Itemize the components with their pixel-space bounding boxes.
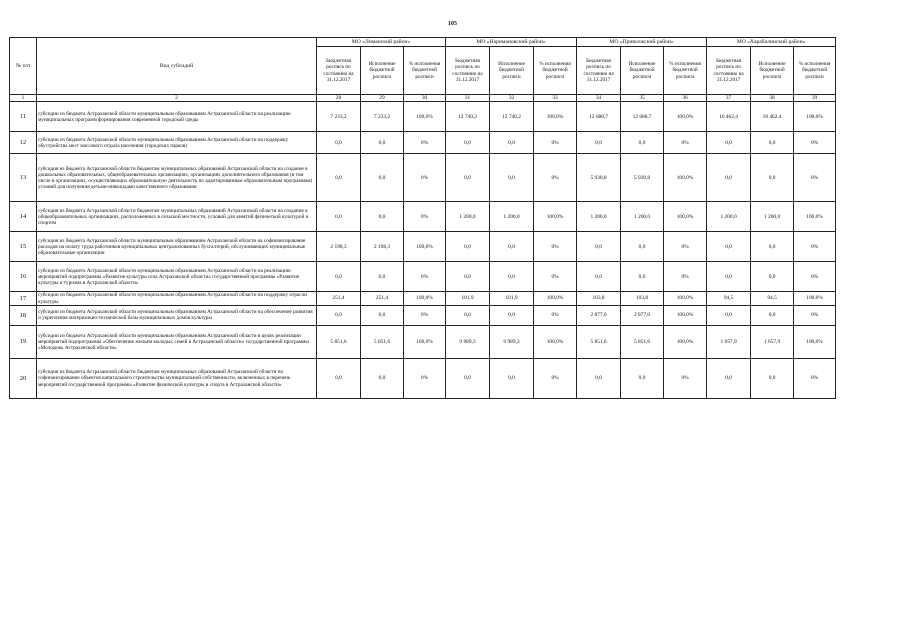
header-execution: Исполнение бюджетной росписи bbox=[621, 47, 664, 95]
header-district-limansky: МО «Лиманский район» bbox=[317, 38, 446, 47]
execution-percent-value: 100,0% bbox=[534, 202, 577, 232]
row-number: 15 bbox=[10, 232, 37, 262]
column-number: 36 bbox=[664, 95, 707, 102]
subsidy-description: субсидии из бюджета Астраханской области муниципальным образованиям Астраханской области на реализацию муниципальных программ формирования современной городской среды bbox=[37, 102, 317, 132]
execution-value: 5 930,8 bbox=[621, 154, 664, 202]
header-execution: Исполнение бюджетной росписи bbox=[361, 47, 404, 95]
budget-plan-value: 10 462,4 bbox=[707, 102, 751, 132]
budget-plan-value: 0,0 bbox=[317, 305, 361, 325]
header-execution-percent: % исполнения бюджетной росписи bbox=[534, 47, 577, 95]
execution-percent-value: 100,0% bbox=[664, 102, 707, 132]
execution-percent-value: 100,0% bbox=[664, 305, 707, 325]
budget-plan-value: 0,0 bbox=[577, 262, 621, 292]
column-number: 1 bbox=[10, 95, 37, 102]
subsidy-description: субсидия из бюджета Астраханской области бюджетам муниципальных образований Астраханской области на создание в дошкольных образовательных, общеобразовательных организациях, организациях дополнительного образования (в том числе в организациях, осуществляющих образовательную деятельность по адаптированным образовательным программам) условий для получения детьми-инвалидами качественного образования bbox=[37, 154, 317, 202]
execution-percent-value: 0% bbox=[404, 202, 446, 232]
execution-percent-value: 0% bbox=[534, 132, 577, 154]
execution-value: 12 688,7 bbox=[621, 102, 664, 132]
execution-value: 0,0 bbox=[751, 262, 794, 292]
header-subsidy-type: Вид субсидий bbox=[37, 38, 317, 95]
budget-plan-value: 251,4 bbox=[317, 292, 361, 305]
subsidy-description: субсидии из бюджета Астраханской области муниципальным образованиям Астраханской области на поддержку отрасли культуры bbox=[37, 292, 317, 305]
execution-percent-value: 0% bbox=[404, 305, 446, 325]
execution-value: 0,0 bbox=[490, 358, 534, 398]
execution-percent-value: 0% bbox=[794, 154, 836, 202]
execution-percent-value: 100,0% bbox=[664, 292, 707, 305]
column-number: 39 bbox=[794, 95, 836, 102]
header-budget-plan: Бюджетная роспись по состоянию на 31.12.2017 bbox=[317, 47, 361, 95]
execution-percent-value: 100,0% bbox=[794, 102, 836, 132]
execution-value: 5 851,6 bbox=[621, 325, 664, 358]
row-number: 13 bbox=[10, 154, 37, 202]
execution-value: 2 877,0 bbox=[621, 305, 664, 325]
budget-plan-value: 9 989,3 bbox=[446, 325, 490, 358]
table-row bbox=[10, 132, 836, 154]
budget-plan-value: 1 200,0 bbox=[707, 202, 751, 232]
execution-value: 0,0 bbox=[621, 132, 664, 154]
row-number: 11 bbox=[10, 102, 37, 132]
row-number: 17 bbox=[10, 292, 37, 305]
execution-value: 0,0 bbox=[490, 305, 534, 325]
execution-percent-value: 100,0% bbox=[794, 292, 836, 305]
execution-value: 0,0 bbox=[361, 202, 404, 232]
header-district-kharabalinsky: МО «Харабалинский район» bbox=[707, 38, 836, 47]
execution-percent-value: 100,0% bbox=[664, 202, 707, 232]
execution-percent-value: 100,0% bbox=[404, 232, 446, 262]
budget-plan-value: 94,5 bbox=[707, 292, 751, 305]
execution-value: 251,4 bbox=[361, 292, 404, 305]
column-number: 29 bbox=[361, 95, 404, 102]
execution-value: 0,0 bbox=[361, 132, 404, 154]
execution-percent-value: 100,0% bbox=[534, 325, 577, 358]
page-number: 105 bbox=[448, 21, 457, 27]
budget-plan-value: 5 851,6 bbox=[577, 325, 621, 358]
table-row bbox=[10, 305, 836, 325]
budget-plan-value: 2 198,3 bbox=[317, 232, 361, 262]
execution-percent-value: 0% bbox=[664, 262, 707, 292]
execution-percent-value: 0% bbox=[794, 132, 836, 154]
budget-plan-value: 0,0 bbox=[317, 202, 361, 232]
budget-plan-value: 0,0 bbox=[446, 358, 490, 398]
header-execution: Исполнение бюджетной росписи bbox=[490, 47, 534, 95]
budget-plan-value: 0,0 bbox=[707, 358, 751, 398]
header-execution-percent: % исполнения бюджетной росписи bbox=[794, 47, 836, 95]
execution-value: 0,0 bbox=[621, 262, 664, 292]
row-number: 18 bbox=[10, 305, 37, 325]
execution-percent-value: 0% bbox=[404, 358, 446, 398]
execution-value: 0,0 bbox=[751, 154, 794, 202]
column-number: 30 bbox=[404, 95, 446, 102]
subsidy-description: субсидии из бюджета Астраханской области муниципальным образованиям Астраханской области на реализацию мероприятий подпрограммы «Развитие культуры села Астраханской области» государственной программы «Развитие культуры и туризма в Астраханской области» bbox=[37, 262, 317, 292]
execution-value: 9 989,3 bbox=[490, 325, 534, 358]
subsidy-description: субсидии из бюджета Астраханской области муниципальным образованиям Астраханской области на поддержку обустройства мест массового отдыха населения (городских парков) bbox=[37, 132, 317, 154]
budget-plan-value: 0,0 bbox=[446, 154, 490, 202]
execution-percent-value: 0% bbox=[664, 232, 707, 262]
budget-plan-value: 0,0 bbox=[317, 358, 361, 398]
budget-plan-value: 0,0 bbox=[707, 232, 751, 262]
execution-percent-value: 0% bbox=[534, 358, 577, 398]
budget-plan-value: 0,0 bbox=[446, 262, 490, 292]
column-number: 31 bbox=[446, 95, 490, 102]
table-row bbox=[10, 202, 836, 232]
execution-value: 0,0 bbox=[751, 358, 794, 398]
execution-value: 0,0 bbox=[751, 232, 794, 262]
execution-value: 1 200,0 bbox=[490, 202, 534, 232]
column-number: 38 bbox=[751, 95, 794, 102]
subsidy-description: субсидия из бюджета Астраханской области бюджетам муниципальных образований Астраханской области на софинансирование объектов капитального строительства муниципальной собственности, включенных в перечень мероприятий государственной программы «Развитие физической культуры и спорта в Астраханской области» bbox=[37, 358, 317, 398]
execution-value: 0,0 bbox=[361, 154, 404, 202]
execution-percent-value: 0% bbox=[664, 358, 707, 398]
execution-value: 103,8 bbox=[621, 292, 664, 305]
table-row bbox=[10, 262, 836, 292]
budget-plan-value: 7 233,2 bbox=[317, 102, 361, 132]
row-number: 19 bbox=[10, 325, 37, 358]
subsidies-table bbox=[9, 37, 836, 399]
execution-percent-value: 100,0% bbox=[794, 202, 836, 232]
budget-plan-value: 0,0 bbox=[317, 154, 361, 202]
execution-value: 0,0 bbox=[490, 262, 534, 292]
budget-plan-value: 1 657,9 bbox=[707, 325, 751, 358]
budget-plan-value: 0,0 bbox=[577, 232, 621, 262]
execution-value: 0,0 bbox=[621, 232, 664, 262]
table-row bbox=[10, 232, 836, 262]
budget-plan-value: 0,0 bbox=[707, 262, 751, 292]
budget-plan-value: 0,0 bbox=[707, 305, 751, 325]
row-number: 14 bbox=[10, 202, 37, 232]
header-execution: Исполнение бюджетной росписи bbox=[751, 47, 794, 95]
budget-plan-value: 5 930,8 bbox=[577, 154, 621, 202]
execution-percent-value: 0% bbox=[404, 262, 446, 292]
execution-percent-value: 100,0% bbox=[664, 154, 707, 202]
budget-plan-value: 0,0 bbox=[446, 232, 490, 262]
table-row bbox=[10, 358, 836, 398]
budget-plan-value: 1 200,0 bbox=[577, 202, 621, 232]
budget-plan-value: 0,0 bbox=[446, 132, 490, 154]
budget-plan-value: 0,0 bbox=[707, 154, 751, 202]
header-budget-plan: Бюджетная роспись по состоянию на 31.12.2017 bbox=[707, 47, 751, 95]
execution-percent-value: 0% bbox=[794, 305, 836, 325]
subsidy-description: субсидии из бюджета Астраханской области муниципальным образованиям Астраханской области в целях реализации мероприятий подпрограммы «Обеспечение жильем молодых семей в Астраханской области» государственной программы «Молодежь Астраханской области» bbox=[37, 325, 317, 358]
header-district-privolzhsky: МО «Приволжский район» bbox=[577, 38, 707, 47]
execution-percent-value: 0% bbox=[534, 305, 577, 325]
execution-value: 2 198,3 bbox=[361, 232, 404, 262]
budget-plan-value: 2 877,0 bbox=[577, 305, 621, 325]
execution-percent-value: 0% bbox=[404, 154, 446, 202]
budget-plan-value: 0,0 bbox=[577, 358, 621, 398]
row-number: 12 bbox=[10, 132, 37, 154]
column-number: 35 bbox=[621, 95, 664, 102]
budget-plan-value: 0,0 bbox=[707, 132, 751, 154]
execution-value: 0,0 bbox=[361, 305, 404, 325]
execution-percent-value: 100,0% bbox=[404, 292, 446, 305]
budget-plan-value: 0,0 bbox=[317, 262, 361, 292]
header-row-number: № п/п bbox=[10, 38, 37, 95]
execution-value: 0,0 bbox=[361, 358, 404, 398]
execution-percent-value: 0% bbox=[534, 154, 577, 202]
subsidy-description: субсидии из бюджета Астраханской области муниципальным образованиям Астраханской области на обеспечение развития и укрепления материально-технической базы муниципальных домов культуры bbox=[37, 305, 317, 325]
execution-value: 10 462,4 bbox=[751, 102, 794, 132]
header-execution-percent: % исполнения бюджетной росписи bbox=[404, 47, 446, 95]
header-budget-plan: Бюджетная роспись по состоянию на 31.12.2017 bbox=[446, 47, 490, 95]
row-number: 16 bbox=[10, 262, 37, 292]
execution-value: 7 233,2 bbox=[361, 102, 404, 132]
budget-plan-value: 0,0 bbox=[446, 305, 490, 325]
table-row bbox=[10, 102, 836, 132]
execution-percent-value: 0% bbox=[534, 262, 577, 292]
budget-plan-value: 103,8 bbox=[577, 292, 621, 305]
execution-percent-value: 0% bbox=[534, 232, 577, 262]
table-row bbox=[10, 154, 836, 202]
budget-plan-value: 12 688,7 bbox=[577, 102, 621, 132]
execution-percent-value: 0% bbox=[794, 358, 836, 398]
header-budget-plan: Бюджетная роспись по состоянию на 31.12.2017 bbox=[577, 47, 621, 95]
execution-value: 0,0 bbox=[751, 132, 794, 154]
table-row bbox=[10, 325, 836, 358]
column-number: 34 bbox=[577, 95, 621, 102]
table-row bbox=[10, 292, 836, 305]
row-number: 20 bbox=[10, 358, 37, 398]
column-number: 32 bbox=[490, 95, 534, 102]
subsidy-description: субсидия из бюджета Астраханской области бюджетам муниципальных образований Астраханской области на создание в общеобразовательных организациях, расположенных в сельской местности, условий для занятий физической культурой и спортом bbox=[37, 202, 317, 232]
execution-value: 0,0 bbox=[490, 154, 534, 202]
execution-percent-value: 0% bbox=[794, 232, 836, 262]
column-number: 37 bbox=[707, 95, 751, 102]
execution-percent-value: 100,0% bbox=[794, 325, 836, 358]
execution-value: 1 200,0 bbox=[751, 202, 794, 232]
execution-percent-value: 100,0% bbox=[664, 325, 707, 358]
execution-value: 0,0 bbox=[751, 305, 794, 325]
execution-value: 0,0 bbox=[490, 232, 534, 262]
execution-value: 12 740,2 bbox=[490, 102, 534, 132]
header-district-narimanovsky: МО «Наримановский район» bbox=[446, 38, 577, 47]
header-execution-percent: % исполнения бюджетной росписи bbox=[664, 47, 707, 95]
execution-value: 0,0 bbox=[361, 262, 404, 292]
budget-plan-value: 101,9 bbox=[446, 292, 490, 305]
budget-plan-value: 1 200,0 bbox=[446, 202, 490, 232]
budget-plan-value: 12 740,2 bbox=[446, 102, 490, 132]
budget-plan-value: 0,0 bbox=[317, 132, 361, 154]
execution-percent-value: 0% bbox=[404, 132, 446, 154]
execution-percent-value: 0% bbox=[664, 132, 707, 154]
execution-percent-value: 100,0% bbox=[404, 102, 446, 132]
subsidy-description: субсидия из бюджета Астраханской области муниципальным образованиям Астраханской области на софинансирование расходов на оплату труда работников муниципальных централизованных бухгалтерий, обслуживающих муниципальные образовательные организации bbox=[37, 232, 317, 262]
execution-percent-value: 100,0% bbox=[534, 102, 577, 132]
column-number: 28 bbox=[317, 95, 361, 102]
column-number: 33 bbox=[534, 95, 577, 102]
execution-value: 1 200,0 bbox=[621, 202, 664, 232]
execution-value: 0,0 bbox=[490, 132, 534, 154]
execution-value: 5 851,6 bbox=[361, 325, 404, 358]
execution-value: 94,5 bbox=[751, 292, 794, 305]
budget-plan-value: 5 851,6 bbox=[317, 325, 361, 358]
execution-value: 1 657,9 bbox=[751, 325, 794, 358]
execution-percent-value: 0% bbox=[794, 262, 836, 292]
execution-percent-value: 100,0% bbox=[404, 325, 446, 358]
execution-value: 101,9 bbox=[490, 292, 534, 305]
budget-plan-value: 0,0 bbox=[577, 132, 621, 154]
column-number: 2 bbox=[37, 95, 317, 102]
execution-value: 0,0 bbox=[621, 358, 664, 398]
execution-percent-value: 100,0% bbox=[534, 292, 577, 305]
